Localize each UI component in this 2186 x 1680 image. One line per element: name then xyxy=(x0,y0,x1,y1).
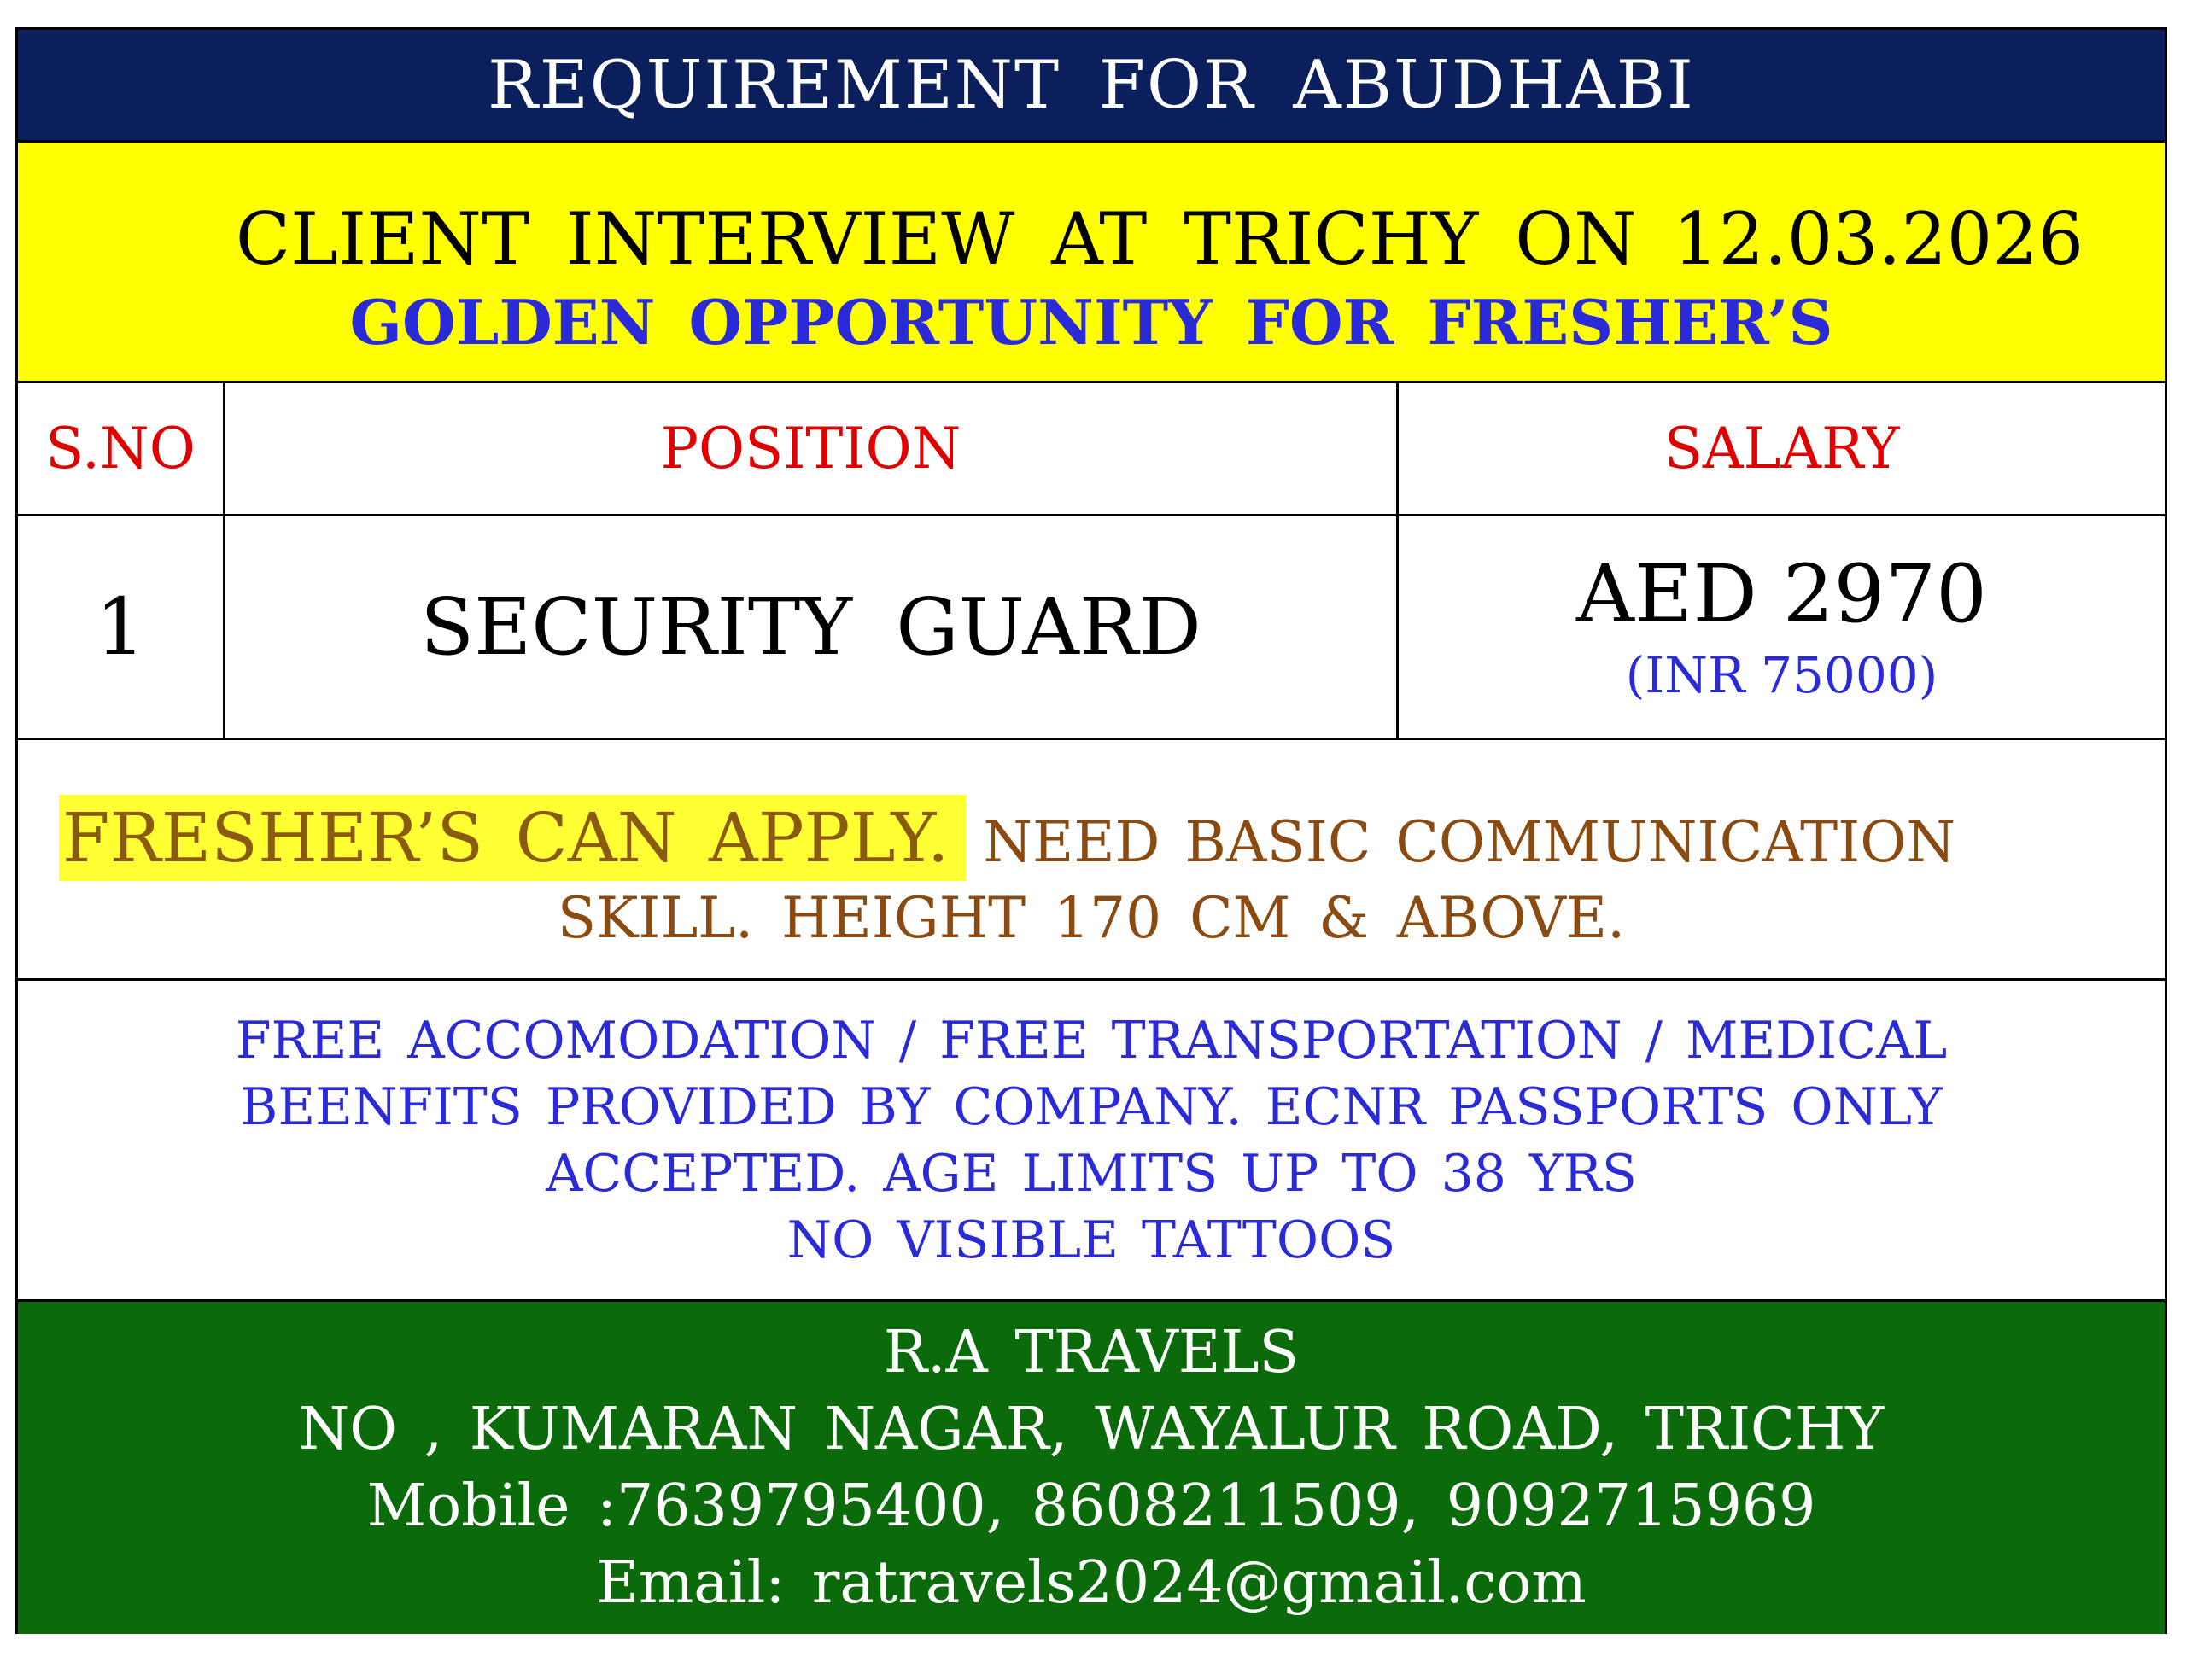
opportunity-tagline: GOLDEN OPPORTUNITY FOR FRESHER’S xyxy=(349,286,1833,359)
benefit-line: ACCEPTED. AGE LIMITS UP TO 38 YRS xyxy=(546,1143,1637,1204)
cell-salary xyxy=(1399,516,2165,738)
interview-details: CLIENT INTERVIEW AT TRICHY ON 12.03.2026 xyxy=(235,197,2084,281)
job-advert-sheet xyxy=(15,27,2167,1634)
header-position: POSITION xyxy=(660,416,961,481)
contact-footer xyxy=(18,1302,2165,1634)
header-cell-position xyxy=(225,383,1399,514)
header-cell-salary xyxy=(1399,383,2165,514)
company-name: R.A TRAVELS xyxy=(883,1318,1300,1386)
header-sno: S.NO xyxy=(45,416,196,481)
interview-band xyxy=(18,143,2165,383)
benefit-line: NO VISIBLE TATTOOS xyxy=(786,1210,1396,1270)
mobile-numbers: Mobile :7639795400, 8608211509, 9092715969 xyxy=(366,1472,1816,1540)
header-band xyxy=(18,30,2165,143)
benefit-line: BEENFITS PROVIDED BY COMPANY. ECNR PASSPORTS ONLY xyxy=(240,1076,1943,1137)
requirements-line-1 xyxy=(59,798,1955,878)
benefits-band xyxy=(18,981,2165,1302)
benefit-line: FREE ACCOMODATION / FREE TRANSPORTATION / MEDICAL xyxy=(235,1010,1948,1070)
cell-sno xyxy=(18,516,225,738)
cell-position xyxy=(225,516,1399,738)
requirements-band xyxy=(18,740,2165,981)
table-row xyxy=(18,516,2165,740)
sno-value: 1 xyxy=(95,581,146,673)
position-value: SECURITY GUARD xyxy=(420,581,1201,673)
header-salary: SALARY xyxy=(1663,416,1900,481)
header-cell-sno xyxy=(18,383,225,514)
communication-requirement: NEED BASIC COMMUNICATION xyxy=(983,809,1956,875)
salary-inr: (INR 75000) xyxy=(1625,645,1938,704)
email-address: Email: ratravels2024@gmail.com xyxy=(596,1549,1587,1617)
salary-aed: AED 2970 xyxy=(1576,547,1987,641)
freshers-highlight: FRESHER’S CAN APPLY. xyxy=(59,795,966,881)
page-title: REQUIREMENT FOR ABUDHABI xyxy=(488,46,1695,124)
table-header-row xyxy=(18,383,2165,516)
requirements-line-2: SKILL. HEIGHT 170 CM & ABOVE. xyxy=(557,885,1626,951)
company-address: NO , KUMARAN NAGAR, WAYALUR ROAD, TRICHY xyxy=(298,1395,1885,1463)
